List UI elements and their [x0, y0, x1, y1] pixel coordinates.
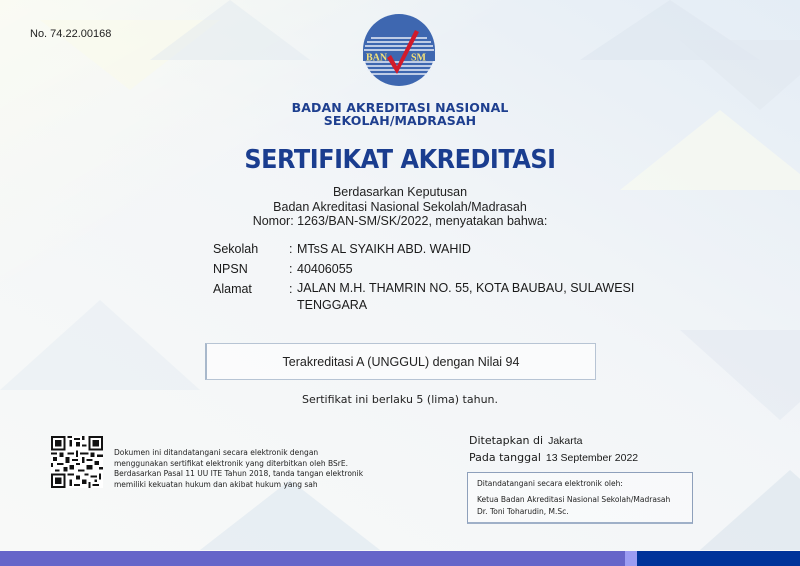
organization-name — [250, 101, 550, 127]
detail-value-npsn: 40406055 — [297, 262, 353, 276]
detail-separator: : — [289, 282, 293, 296]
place-label: Ditetapkan di — [469, 434, 544, 447]
school-details — [213, 242, 637, 320]
detail-row-npsn — [213, 262, 637, 276]
signatory-position: Ketua Badan Akreditasi Nasional Sekolah/Madrasah — [477, 495, 671, 504]
qr-code-icon[interactable] — [51, 436, 103, 488]
detail-separator: : — [289, 242, 293, 256]
place-and-date — [469, 432, 638, 466]
bg-triangle — [700, 470, 800, 550]
signature-heading: Ditandatangani secara elektronik oleh: — [477, 479, 623, 488]
place-value: Jakarta — [548, 434, 583, 447]
esign-line-4: memiliki kekuatan hukum dan akibat hukum yang sah — [114, 479, 318, 489]
bg-triangle — [0, 300, 200, 390]
detail-row-address — [213, 282, 637, 314]
bg-triangle — [680, 40, 800, 110]
intro-line-1: Berdasarkan Keputusan — [332, 185, 468, 199]
detail-label: Sekolah — [213, 242, 259, 256]
validity-statement: Sertifikat ini berlaku 5 (lima) tahun. — [301, 393, 499, 406]
detail-separator: : — [289, 262, 293, 276]
accreditation-result: Terakreditasi A (UNGGUL) dengan Nilai 94 — [282, 354, 520, 369]
date-row — [469, 449, 638, 466]
footer-bar-lavender — [625, 551, 637, 566]
date-value: 13 September 2022 — [545, 451, 639, 464]
footer-color-bar — [0, 551, 800, 566]
detail-label: NPSN — [213, 262, 248, 276]
decree-intro — [200, 185, 600, 229]
detail-row-school — [213, 242, 637, 256]
esign-line-2: menggunakan sertifikat elektronik yang diterbitkan oleh BSrE. — [114, 458, 348, 468]
signature-box — [467, 472, 693, 524]
detail-value-school: MTsS AL SYAIKH ABD. WAHID — [297, 242, 471, 256]
certificate-title: SERTIFIKAT AKREDITASI — [244, 145, 556, 175]
detail-value-address: JALAN M.H. THAMRIN NO. 55, KOTA BAUBAU, SULAWESI TENGGARA — [297, 281, 635, 312]
esign-line-1: Dokumen ini ditandatangani secara elektronik dengan — [114, 448, 319, 457]
footer-bar-navy — [637, 551, 800, 566]
detail-label: Alamat — [213, 282, 252, 296]
footer-bar-purple — [0, 551, 625, 566]
place-row — [469, 432, 638, 449]
organization-line-2: SEKOLAH/MADRASAH — [323, 113, 477, 128]
intro-line-3: Nomor: 1263/BAN-SM/SK/2022, menyatakan bahwa: — [252, 214, 548, 228]
logo-text-ban: BAN — [366, 52, 388, 64]
intro-line-2: Badan Akreditasi Nasional Sekolah/Madrasah — [273, 199, 527, 214]
esign-line-3: Berdasarkan Pasal 11 UU ITE Tahun 2018, tanda tangan elektronik — [114, 469, 364, 478]
bg-triangle — [150, 0, 310, 60]
organization-line-1: BADAN AKREDITASI NASIONAL — [291, 100, 509, 115]
bg-triangle — [680, 330, 800, 420]
bg-triangle — [200, 480, 380, 550]
signatory-name: Dr. Toni Toharudin, M.Sc. — [477, 507, 569, 516]
certificate-number: No. 74.22.00168 — [30, 28, 112, 40]
bg-triangle — [620, 110, 800, 190]
date-label: Pada tanggal — [469, 451, 541, 464]
ban-sm-logo-icon — [361, 12, 437, 88]
electronic-signature-note — [114, 448, 384, 490]
logo-text-sm: SM — [411, 52, 426, 64]
accreditation-result-box — [205, 343, 596, 380]
